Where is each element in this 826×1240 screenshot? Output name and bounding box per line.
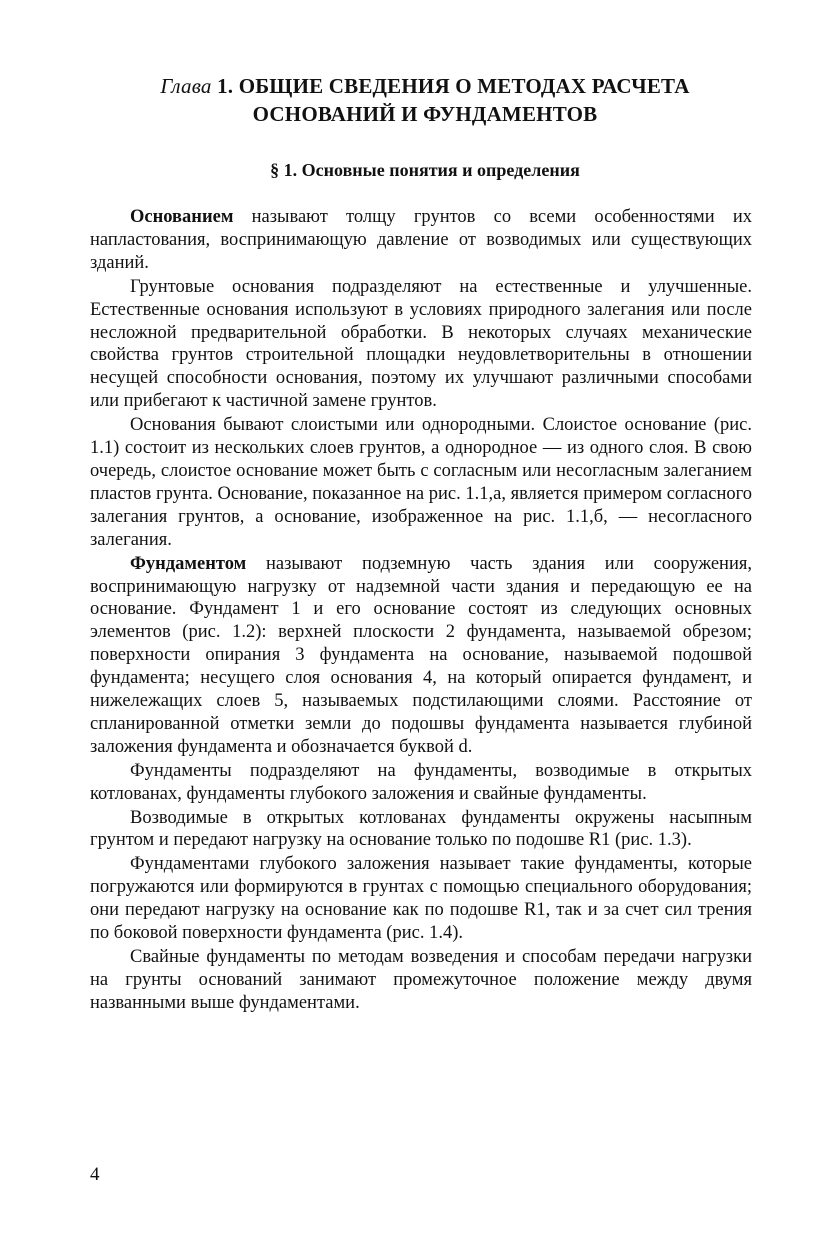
- paragraph-3: Основания бывают слоистыми или однородными. Слоистое основание (рис. 1.1) состоит из нескольких слоев грунтов, а однородное — из одного слоя. В свою очередь, слоистое основание может быть с согласным или несогласным залеганием пластов грунта. Основание, показанное на рис. 1.1,а, является примером согласного залегания грунтов, а основание, изображенное на рис. 1.1,б, — несогласного залегания.: [90, 415, 752, 550]
- chapter-label: Глава: [160, 74, 212, 98]
- term-fundament: Фундаментом: [130, 553, 247, 574]
- chapter-heading: [80, 72, 770, 128]
- chapter-title-line1: ОБЩИЕ СВЕДЕНИЯ О МЕТОДАХ РАСЧЕТА: [238, 74, 690, 98]
- chapter-title-line2: ОСНОВАНИЙ И ФУНДАМЕНТОВ: [252, 102, 598, 126]
- body-text: [90, 206, 752, 1015]
- paragraph-5: Фундаменты подразделяют на фундаменты, возводимые в открытых котлованах, фундаменты глубокого заложения и свайные фундаменты.: [90, 760, 752, 804]
- paragraph-4-text: называют подземную часть здания или сооружения, воспринимающую нагрузку от надземной части здания и передающую ее на основание. Фундамент 1 и его основание состоят из следующих основных элементов (рис. 1.2): верхней плоскости 2 фундамента, называемой обрезом; поверхности опирания 3 фундамента на основание, называемой подошвой фундамента; несущего слоя основания 4, на который опирается фундамент, и нижележащих слоев 5, называемых подстилающими слоями. Расстояние от спланированной отметки земли до подошвы фундамента называется глубиной заложения фундамента и обозначается буквой d.: [90, 553, 752, 757]
- paragraph-1-text: называют толщу грунтов со всеми особенностями их напластования, воспринимающую давление от возводимых или существующих зданий.: [90, 207, 752, 273]
- term-osnovanie: Основанием: [130, 207, 234, 227]
- paragraph-6: Возводимые в открытых котлованах фундаменты окружены насыпным грунтом и передают нагрузку на основание только по подошве R1 (рис. 1.3).: [90, 807, 752, 851]
- paragraph-2: Грунтовые основания подразделяют на естественные и улучшенные. Естественные основания используют в условиях природного залегания или после несложной предварительной обработки. В некоторых случаях механические свойства грунтов строительной площадки неудовлетворительны в отношении несущей способности основания, поэтому их улучшают различными способами или прибегают к частичной замене грунтов.: [90, 276, 752, 412]
- paragraph-1: [90, 206, 752, 275]
- paragraph-7: Фундаментами глубокого заложения называет такие фундаменты, которые погружаются или формируются в грунтах с помощью специального оборудования; они передают нагрузку на основание как по подошве R1, так и за счет сил трения по боковой поверхности фундамента (рис. 1.4).: [90, 854, 752, 944]
- paragraph-8: Свайные фундаменты по методам возведения и способам передачи нагрузки на грунты оснований занимают промежуточное положение между двумя названными выше фундаментами.: [90, 947, 752, 1013]
- paragraph-4: [90, 553, 752, 759]
- section-heading: § 1. Основные понятия и определения: [270, 160, 580, 180]
- chapter-number: 1.: [217, 74, 234, 98]
- chapter-heading-line1: [80, 72, 770, 100]
- page-number: 4: [90, 1164, 100, 1185]
